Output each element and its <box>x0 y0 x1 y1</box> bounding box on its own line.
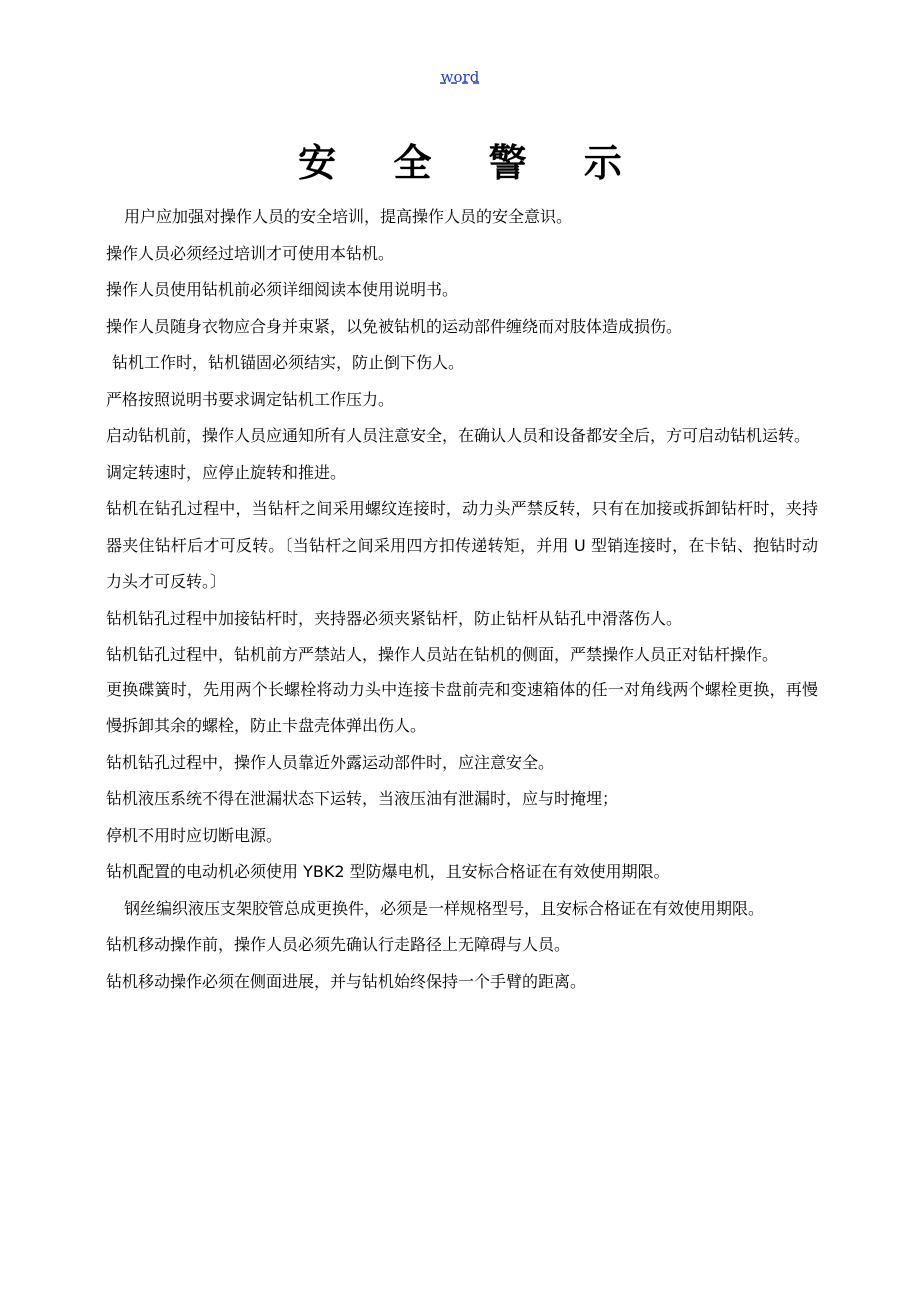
paragraph-2: 操作人员必须经过培训才可使用本钻机。 <box>106 243 395 263</box>
paragraph-13: 钻机钻孔过程中，操作人员靠近外露运动部件时，应注意安全。 <box>106 752 555 772</box>
paragraph-14: 钻机液压系统不得在泄漏状态下运转，当液压油有泄漏时，应与时掩埋； <box>106 789 619 808</box>
paragraph-17: 钢丝编织液压支架胶管总成更换件，必须是一样规格型号，且安标合格证在有效使用期限。 <box>124 898 765 918</box>
paragraph-12: 更换碟簧时，先用两个长螺栓将动力头中连接卡盘前壳和变速箱体的任一对角线两个螺栓更换，再慢慢拆卸其余的螺栓，防止卡盘壳体弹出伤人。 <box>106 679 818 735</box>
paragraph-11: 钻机钻孔过程中，钻机前方严禁站人，操作人员站在钻机的侧面，严禁操作人员正对钻杆操作。 <box>106 645 779 664</box>
paragraph-1: 用户应加强对操作人员的安全培训，提高操作人员的安全意识。 <box>124 207 573 226</box>
paragraph-10: 钻机钻孔过程中加接钻杆时，夹持器必须夹紧钻杆，防止钻杆从钻孔中滑落伤人。 <box>106 608 683 628</box>
paragraph-6: 严格按照说明书要求调定钻机工作压力。 <box>106 389 395 409</box>
paragraph-19: 钻机移动操作必须在侧面进展，并与钻机始终保持一个手臂的距离。 <box>106 971 587 991</box>
paragraph-4: 操作人员随身衣物应合身并束紧，以免被钻机的运动部件缠绕而对肢体造成损伤。 <box>106 316 683 336</box>
paragraph-8: 调定转速时，应停止旋转和推进。 <box>106 462 347 482</box>
page-title: 安 全 警 示 <box>298 141 644 185</box>
header-word-link[interactable]: word <box>440 68 480 86</box>
paragraph-18: 钻机移动操作前，操作人员必须先确认行走路径上无障碍与人员。 <box>106 935 571 954</box>
paragraph-15: 停机不用时应切断电源。 <box>106 825 283 845</box>
paragraph-5: 钻机工作时，钻机锚固必须结实，防止倒下伤人。 <box>112 353 465 372</box>
paragraph-9: 钻机在钻孔过程中，当钻杆之间采用螺纹连接时，动力头严禁反转，只有在加接或拆卸钻杆时，夹持器夹住钻杆后才可反转。〔当钻杆之间采用四方扣传递转矩，并用 U 型销连接时，在卡钻、抱钻时动力头才可反转。〕 <box>106 499 818 591</box>
paragraph-16: 钻机配置的电动机必须使用 YBK2 型防爆电机，且安标合格证在有效使用期限。 <box>106 862 670 881</box>
safety-warning-body <box>106 199 818 1000</box>
paragraph-7: 启动钻机前，操作人员应通知所有人员注意安全，在确认人员和设备都安全后，方可启动钻机运转。 <box>106 426 811 445</box>
paragraph-3: 操作人员使用钻机前必须详细阅读本使用说明书。 <box>106 280 459 299</box>
